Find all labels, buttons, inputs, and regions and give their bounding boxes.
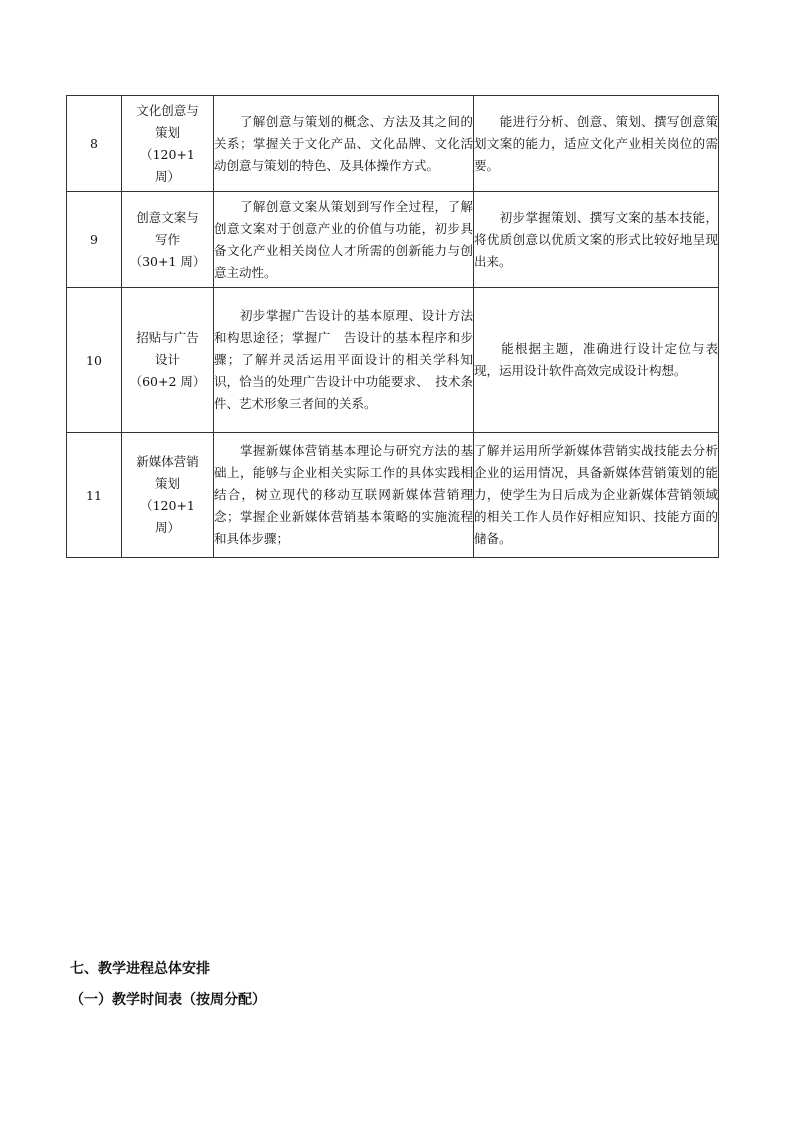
- section-title: 七、教学进程总体安排: [70, 961, 210, 977]
- course-content: 初步掌握广告设计的基本原理、设计方法和构思途径；掌握广 告设计的基本程序和步骤；了解并灵活运用平面设计的相关学科知识，恰当的处理广告设计中功能要求、 技术条件、艺术形象三者间的关系。: [214, 288, 474, 433]
- course-goal: 初步掌握策划、撰写文案的基本技能，将优质创意以优质文案的形式比较好地呈现出来。: [474, 192, 719, 288]
- course-name-line: （30+1 周）: [129, 253, 206, 269]
- row-number: 11: [67, 433, 122, 558]
- course-name-line: 新媒体营销: [136, 454, 199, 469]
- course-name-line: 策划: [154, 476, 180, 491]
- course-name-line: 招贴与广告: [136, 330, 199, 345]
- course-name-line: （120+1: [140, 146, 195, 162]
- table-row: [67, 192, 719, 288]
- course-name-line: 写作: [154, 231, 180, 247]
- course-name-line: 创意文案与: [136, 209, 199, 225]
- course-name-line: （60+2 周）: [129, 374, 206, 389]
- course-name: [122, 288, 214, 433]
- course-name-line: 周）: [154, 520, 180, 535]
- course-content: 了解创意文案从策划到写作全过程，了解创意文案对于创意产业的价值与功能，初步具备文化产业相关岗位人才所需的创新能力与创意主动性。: [214, 192, 474, 288]
- course-name: [122, 192, 214, 288]
- course-name: [122, 433, 214, 558]
- course-content: 掌握新媒体营销基本理论与研究方法的基础上，能够与企业相关实际工作的具体实践相结合，树立现代的移动互联网新媒体营销理念；掌握企业新媒体营销基本策略的实施流程和具体步骤；: [214, 433, 474, 558]
- course-table: [66, 95, 719, 558]
- section-subtitle: （一）教学时间表（按周分配）: [70, 992, 266, 1008]
- course-goal: 了解并运用所学新媒体营销实战技能去分析企业的运用情况，具备新媒体营销策划的能力，使学生为日后成为企业新媒体营销领域的相关工作人员作好相应知识、技能方面的储备。: [474, 433, 719, 558]
- course-name-line: 文化创意与: [136, 102, 199, 118]
- table-row: [67, 288, 719, 433]
- row-number: 10: [67, 288, 122, 433]
- row-number: 8: [67, 96, 122, 192]
- course-name-line: 周）: [154, 168, 180, 184]
- course-name: [122, 96, 214, 192]
- row-number: 9: [67, 192, 122, 288]
- course-content: 了解创意与策划的概念、方法及其之间的关系；掌握关于文化产品、文化品牌、文化活动创意与策划的特色、及具体操作方式。: [214, 96, 474, 192]
- course-goal: 能根据主题，准确进行设计定位与表现，运用设计软件高效完成设计构想。: [474, 288, 719, 433]
- table-row: [67, 433, 719, 558]
- course-name-line: （120+1: [140, 498, 195, 513]
- course-name-line: 设计: [154, 352, 180, 367]
- course-name-line: 策划: [154, 124, 180, 140]
- course-goal: 能进行分析、创意、策划、撰写创意策划文案的能力，适应文化产业相关岗位的需要。: [474, 96, 719, 192]
- table-row: [67, 96, 719, 192]
